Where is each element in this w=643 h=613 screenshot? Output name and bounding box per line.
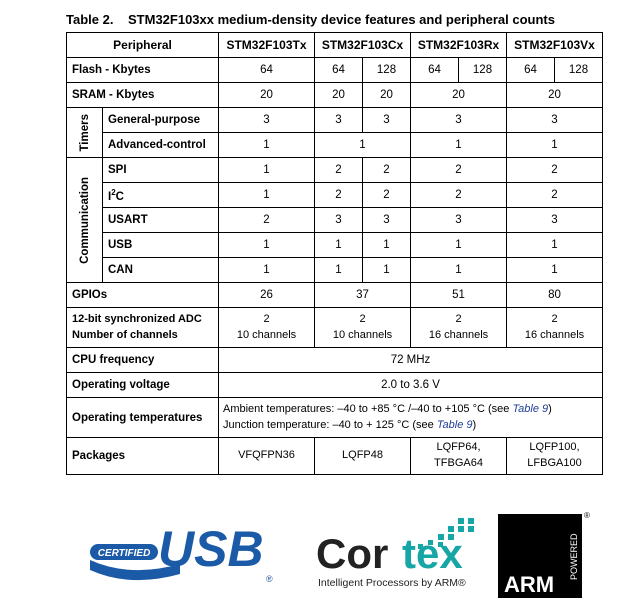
usb-cx-2: 1	[363, 233, 411, 258]
spi-cx-2: 2	[363, 158, 411, 183]
cpu-label: CPU frequency	[67, 348, 219, 373]
flash-vx-2: 128	[555, 58, 603, 83]
junction-temp-text: Junction temperature: –40 to + 125 °C (see	[223, 418, 437, 431]
flash-tx: 64	[219, 58, 315, 83]
header-rx: STM32F103Rx	[411, 33, 507, 58]
usb-vx: 1	[507, 233, 603, 258]
usb-registered-mark: ®	[266, 574, 273, 584]
spi-rx: 2	[411, 158, 507, 183]
table-row	[67, 208, 603, 233]
can-cx-2: 1	[363, 258, 411, 283]
certified-text: CERTIFIED	[97, 548, 151, 559]
cortex-logo	[312, 510, 490, 590]
gpios-cx: 37	[315, 283, 411, 308]
usart-label: USART	[103, 208, 219, 233]
communication-group-text: Communication	[78, 176, 91, 264]
advanced-control-label: Advanced-control	[103, 133, 219, 158]
voltage-value: 2.0 to 3.6 V	[219, 373, 603, 398]
spi-cx-1: 2	[315, 158, 363, 183]
adc-rx-count: 2	[455, 312, 462, 325]
i2c-label-sup: 2	[111, 187, 116, 197]
temps-value	[219, 398, 603, 438]
header-cx: STM32F103Cx	[315, 33, 411, 58]
ambient-temp-line	[223, 402, 600, 418]
i2c-vx: 2	[507, 183, 603, 208]
voltage-label: Operating voltage	[67, 373, 219, 398]
table-row	[67, 58, 603, 83]
packages-label: Packages	[67, 438, 219, 475]
flash-label: Flash - Kbytes	[67, 58, 219, 83]
adc-rx-channels: 16 channels	[428, 328, 489, 341]
gpios-vx: 80	[507, 283, 603, 308]
packages-cx: LQFP48	[315, 438, 411, 475]
flash-cx-2: 128	[363, 58, 411, 83]
advanced-control-rx: 1	[411, 133, 507, 158]
adc-label-line1: 12-bit synchronized ADC	[72, 312, 202, 325]
temps-label: Operating temperatures	[67, 398, 219, 438]
usb-wordmark: USB	[158, 521, 264, 577]
packages-vx	[507, 438, 603, 475]
table-row	[67, 348, 603, 373]
can-label: CAN	[103, 258, 219, 283]
table-row	[67, 258, 603, 283]
packages-rx-line1: LQFP64,	[436, 441, 481, 454]
adc-cx-count: 2	[359, 312, 366, 325]
sram-vx: 20	[507, 83, 603, 108]
i2c-cx-2: 2	[363, 183, 411, 208]
adc-tx	[219, 308, 315, 348]
sram-cx-1: 20	[315, 83, 363, 108]
packages-vx-line2: LFBGA100	[527, 457, 582, 469]
usb-cx-1: 1	[315, 233, 363, 258]
i2c-label-c: C	[115, 190, 124, 203]
i2c-label	[103, 183, 219, 208]
table-row	[67, 158, 603, 183]
cpu-value: 72 MHz	[219, 348, 603, 373]
can-vx: 1	[507, 258, 603, 283]
usb-label: USB	[103, 233, 219, 258]
table-row	[67, 133, 603, 158]
usb-tx: 1	[219, 233, 315, 258]
i2c-tx: 1	[219, 183, 315, 208]
adc-tx-count: 2	[263, 312, 270, 325]
usart-rx: 3	[411, 208, 507, 233]
header-vx: STM32F103Vx	[507, 33, 603, 58]
usart-tx: 2	[219, 208, 315, 233]
table-number: Table 2.	[66, 12, 114, 27]
junction-table-link[interactable]: Table 9	[436, 418, 473, 431]
cortex-wordmark-cor: Cor	[316, 530, 389, 577]
can-cx-1: 1	[315, 258, 363, 283]
flash-rx-1: 64	[411, 58, 459, 83]
ambient-table-link[interactable]: Table 9	[512, 402, 549, 415]
gpios-rx: 51	[411, 283, 507, 308]
general-purpose-cx-2: 3	[363, 108, 411, 133]
arm-wordmark: ARM	[504, 572, 555, 597]
advanced-control-vx: 1	[507, 133, 603, 158]
sram-cx-2: 20	[363, 83, 411, 108]
arm-powered-logo	[498, 510, 592, 604]
table-row	[67, 373, 603, 398]
table-row	[67, 183, 603, 208]
junction-temp-line	[223, 418, 600, 434]
header-tx: STM32F103Tx	[219, 33, 315, 58]
ambient-temp-end: )	[548, 402, 552, 415]
usart-vx: 3	[507, 208, 603, 233]
arm-registered-mark: ®	[584, 511, 590, 520]
general-purpose-tx: 3	[219, 108, 315, 133]
adc-rx	[411, 308, 507, 348]
i2c-cx-1: 2	[315, 183, 363, 208]
flash-cx-1: 64	[315, 58, 363, 83]
communication-group-label	[67, 158, 103, 283]
packages-rx-line2: TFBGA64	[434, 457, 483, 469]
junction-temp-end: )	[472, 418, 477, 431]
table-title: STM32F103xx medium-density device features and peripheral counts	[128, 12, 555, 27]
general-purpose-cx-1: 3	[315, 108, 363, 133]
arm-powered-text: POWERED	[569, 533, 579, 580]
cortex-tagline: Intelligent Processors by ARM®	[318, 577, 466, 589]
certified-usb-logo	[90, 508, 280, 588]
timers-group-label	[67, 108, 103, 158]
packages-tx: VFQFPN36	[219, 438, 315, 475]
sram-rx: 20	[411, 83, 507, 108]
adc-vx-channels: 16 channels	[524, 328, 585, 341]
timers-group-text: Timers	[78, 113, 91, 152]
features-table	[66, 32, 603, 475]
usb-rx: 1	[411, 233, 507, 258]
table-row	[67, 398, 603, 438]
table-row	[67, 283, 603, 308]
spi-vx: 2	[507, 158, 603, 183]
gpios-tx: 26	[219, 283, 315, 308]
adc-cx-channels: 10 channels	[332, 328, 393, 341]
advanced-control-tx: 1	[219, 133, 315, 158]
usart-cx-1: 3	[315, 208, 363, 233]
packages-rx	[411, 438, 507, 475]
usart-cx-2: 3	[363, 208, 411, 233]
sram-tx: 20	[219, 83, 315, 108]
gpios-label: GPIOs	[67, 283, 219, 308]
table-row	[67, 83, 603, 108]
can-tx: 1	[219, 258, 315, 283]
i2c-rx: 2	[411, 183, 507, 208]
flash-rx-2: 128	[459, 58, 507, 83]
adc-vx	[507, 308, 603, 348]
logo-strip	[0, 498, 643, 608]
advanced-control-cx: 1	[315, 133, 411, 158]
header-peripheral: Peripheral	[67, 33, 219, 58]
i2c-label-i: I	[108, 190, 112, 203]
packages-vx-line1: LQFP100,	[529, 441, 580, 454]
adc-vx-count: 2	[551, 312, 558, 325]
table-caption	[66, 12, 555, 27]
table-header-row	[67, 33, 603, 58]
cortex-wordmark-tex: tex	[402, 530, 463, 577]
adc-label	[67, 308, 219, 348]
adc-cx	[315, 308, 411, 348]
spi-label: SPI	[103, 158, 219, 183]
can-rx: 1	[411, 258, 507, 283]
sram-label: SRAM - Kbytes	[67, 83, 219, 108]
table-row	[67, 233, 603, 258]
table-row	[67, 108, 603, 133]
general-purpose-label: General-purpose	[103, 108, 219, 133]
general-purpose-vx: 3	[507, 108, 603, 133]
general-purpose-rx: 3	[411, 108, 507, 133]
adc-tx-channels: 10 channels	[236, 328, 297, 341]
adc-label-line2: Number of channels	[72, 328, 178, 341]
ambient-temp-text: Ambient temperatures: –40 to +85 °C /–40 to +105 °C (see	[223, 402, 513, 415]
table-row	[67, 308, 603, 348]
spi-tx: 1	[219, 158, 315, 183]
table-row	[67, 438, 603, 475]
flash-vx-1: 64	[507, 58, 555, 83]
